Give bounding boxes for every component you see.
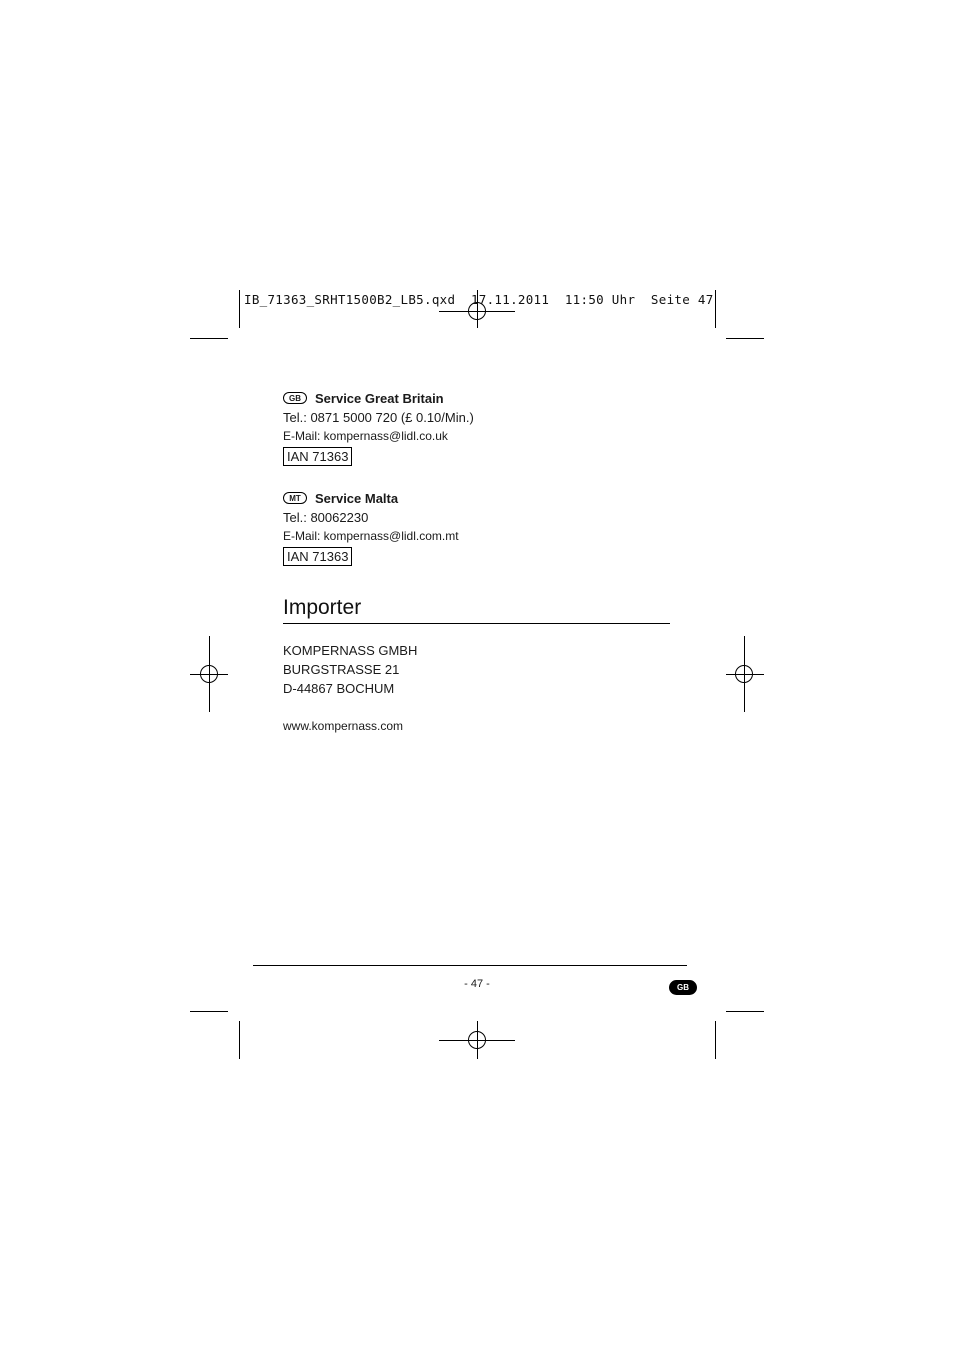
crop-mark-top-right-vertical [715, 290, 716, 328]
service-contacts [283, 388, 673, 566]
service-gb-heading [283, 388, 673, 408]
importer-heading-rule [283, 623, 670, 624]
crop-mark-top-right-horizontal [726, 338, 764, 339]
crop-mark-bottom-left-horizontal [190, 1011, 228, 1012]
importer-heading: Importer [283, 596, 362, 619]
service-mt-heading [283, 488, 673, 508]
registration-mark-left-circle [200, 665, 218, 683]
registration-mark-bottom-circle [468, 1031, 486, 1049]
address-line-city: D-44867 BOCHUM [283, 681, 395, 696]
service-mt-title: Service Malta [315, 490, 399, 506]
crop-mark-bottom-right-horizontal [726, 1011, 764, 1012]
address-line-company: KOMPERNASS GMBH [283, 643, 418, 658]
crop-mark-top-left-vertical [239, 290, 240, 328]
crop-mark-bottom-right-vertical [715, 1021, 716, 1059]
crop-mark-bottom-left-vertical [239, 1021, 240, 1059]
page-number: - 47 - [464, 978, 490, 990]
crop-mark-top-left-horizontal [190, 338, 228, 339]
registration-mark-right-circle [735, 665, 753, 683]
print-slug-line: IB_71363_SRHT1500B2_LB5.qxd 17.11.2011 11:50 Uhr Seite 47 [244, 292, 714, 307]
service-mt-tel: Tel.: 80062230 [283, 510, 369, 525]
service-mt-email: E-Mail: kompernass@lidl.com.mt [283, 529, 459, 543]
footer-rule [253, 965, 687, 966]
service-gb-block [283, 388, 673, 466]
service-mt-block [283, 488, 673, 566]
importer-address [283, 641, 417, 698]
service-gb-ian: IAN 71363 [283, 447, 352, 466]
service-gb-email: E-Mail: kompernass@lidl.co.uk [283, 429, 448, 443]
importer-website: www.kompernass.com [283, 719, 404, 733]
country-badge-gb: GB [283, 392, 307, 404]
service-gb-title: Service Great Britain [315, 390, 444, 406]
service-mt-ian: IAN 71363 [283, 547, 352, 566]
service-gb-tel: Tel.: 0871 5000 720 (£ 0.10/Min.) [283, 410, 474, 425]
country-badge-mt: MT [283, 492, 307, 504]
address-line-street: BURGSTRASSE 21 [283, 662, 400, 677]
footer-country-badge: GB [669, 980, 697, 995]
